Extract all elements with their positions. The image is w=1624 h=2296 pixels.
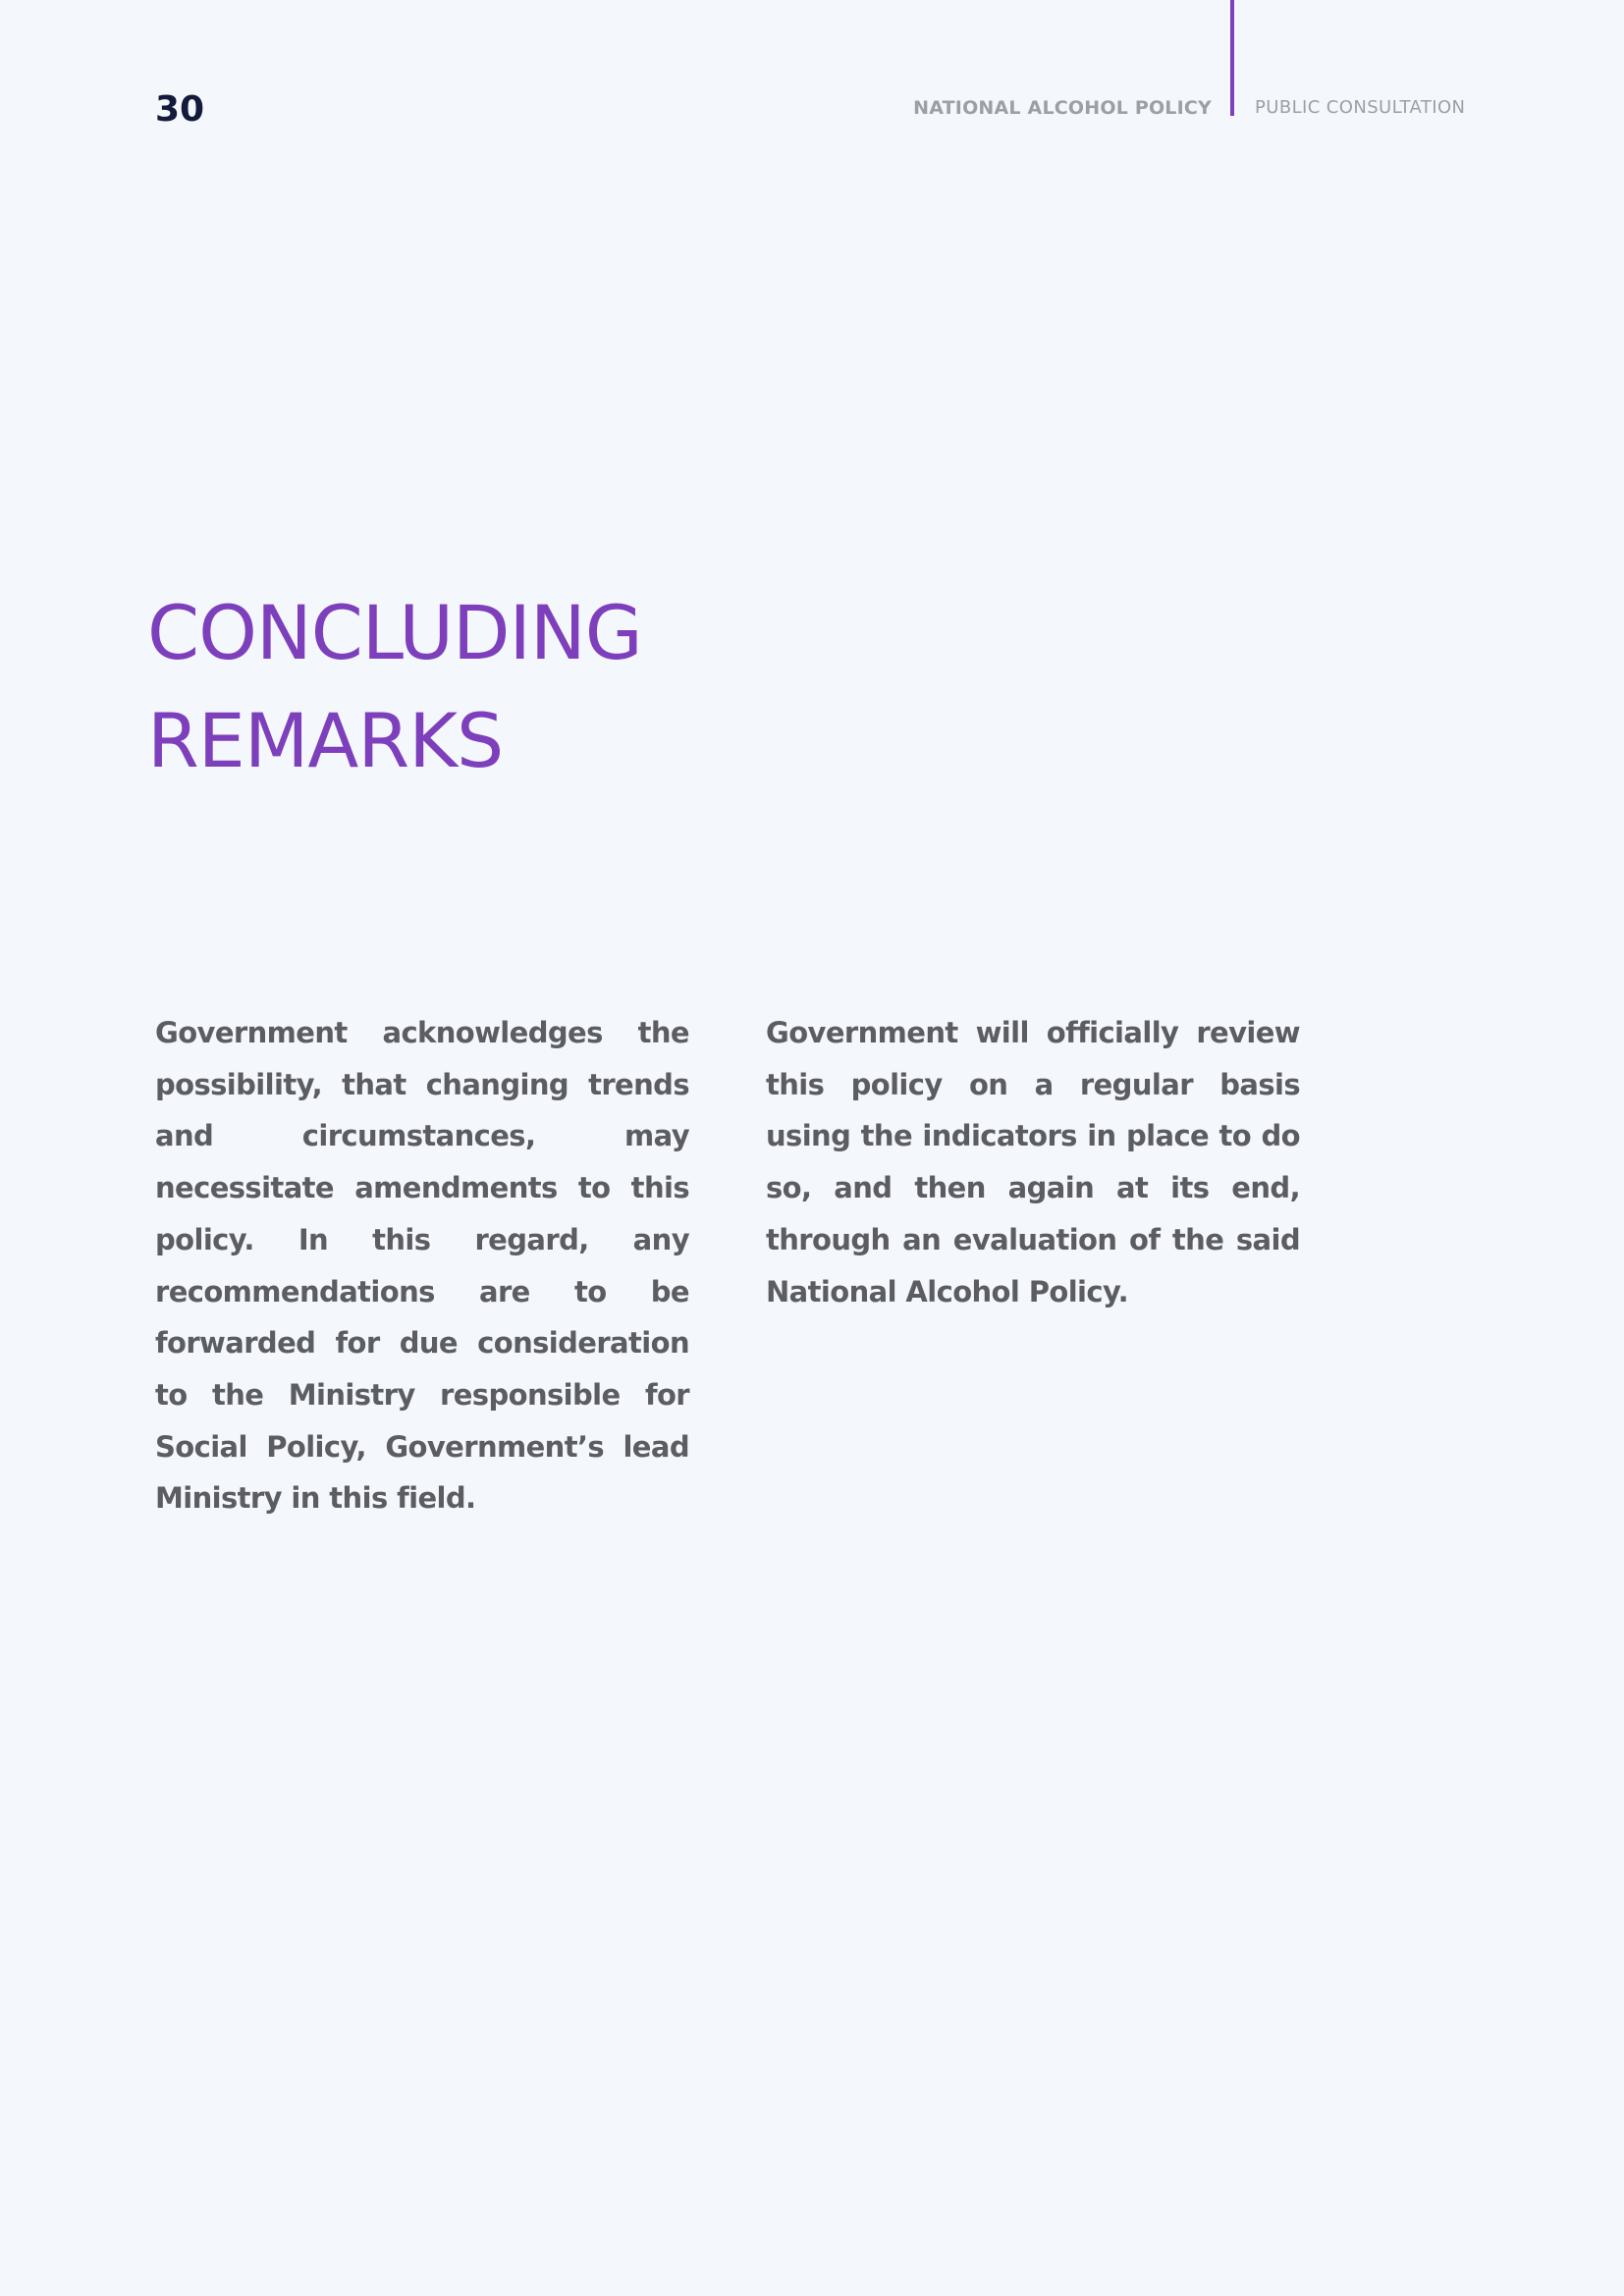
section-label: PUBLIC CONSULTATION [1255, 97, 1466, 118]
document-title: NATIONAL ALCOHOL POLICY [913, 97, 1212, 119]
page-title [147, 579, 642, 795]
page-number: 30 [155, 89, 205, 130]
body-paragraph-left: Government acknowledges the possibility, that changing trends and circumstances, may necessitate amendments to this policy. In this regard, any recommendations are to be forwarded for due consideration to the Ministry responsible for Social Policy, Government’s lead Ministry in this field. [155, 1016, 689, 1516]
header-divider [1230, 0, 1234, 116]
body-paragraph-right: Government will officially review this policy on a regular basis using the indicators in place to do so, and then again at its end, through an evaluation of the said National Alcohol Policy. [766, 1016, 1300, 1308]
page-title-line-2: REMARKS [147, 697, 504, 784]
page-title-line-1: CONCLUDING [147, 589, 642, 676]
